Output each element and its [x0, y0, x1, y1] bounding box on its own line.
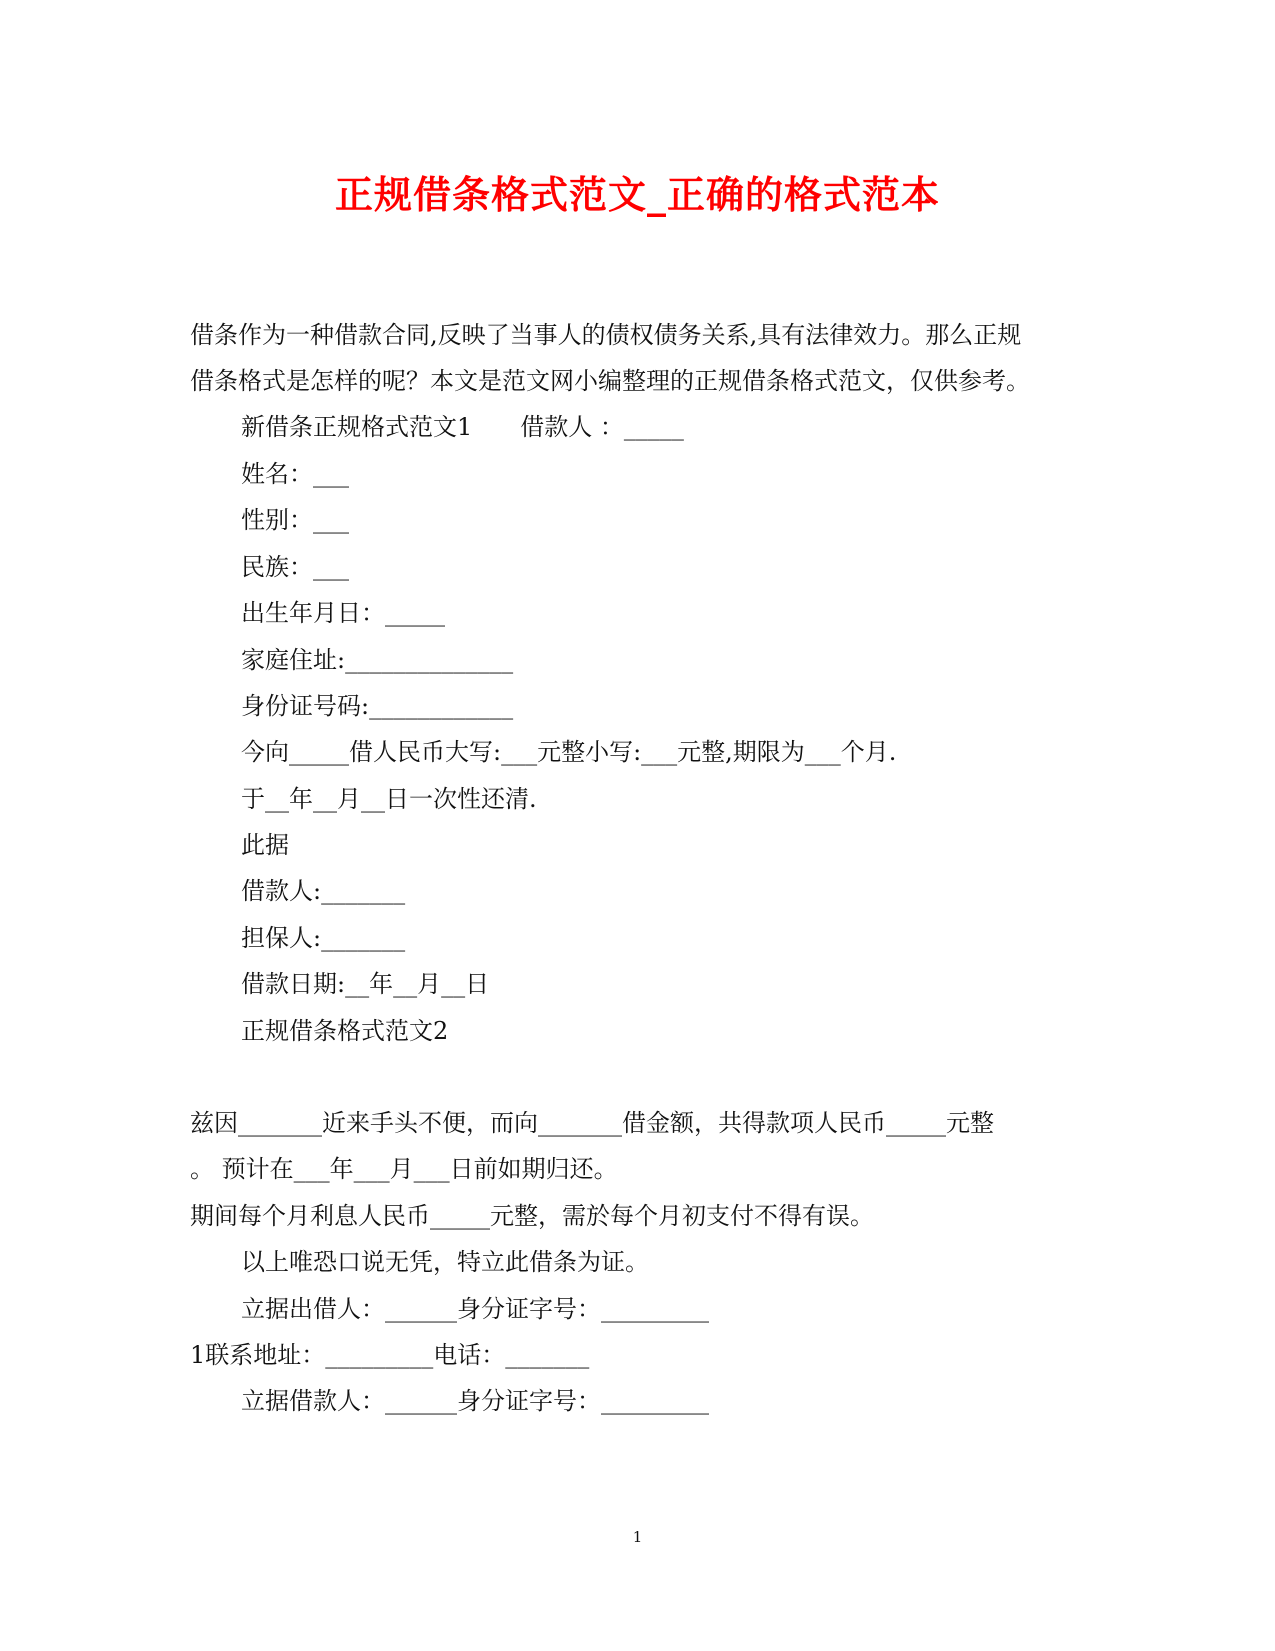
document-title: 正规借条格式范文_正确的格式范本 — [334, 172, 940, 217]
sample1-heading: 新借条正规格式范文1 借款人 ：_____ — [241, 413, 684, 441]
address-field: 家庭住址:______________ — [241, 646, 514, 674]
page-number: 1 — [632, 1528, 643, 1546]
id-number-field: 身份证号码:____________ — [241, 692, 514, 720]
lender-line: 立据出借人：______身分证字号：_________ — [241, 1295, 709, 1323]
sample2-para-line-1: 兹因_______近来手头不便，而向_______借金额，共得款项人民币_____元整 — [190, 1109, 994, 1137]
loan-statement: 今向_____借人民币大写:___元整小写:___元整,期限为___个月. — [241, 738, 897, 766]
evidence-text: 此据 — [241, 831, 289, 859]
interest-line: 期间每个月利息人民币_____元整，需於每个月初支付不得有误。 — [190, 1202, 874, 1230]
borrower-field: 借款人:_______ — [241, 877, 406, 905]
guarantor-field: 担保人:_______ — [241, 924, 406, 952]
gender-field: 性别：___ — [241, 506, 349, 534]
birthdate-field: 出生年月日：_____ — [241, 599, 445, 627]
loan-date-field: 借款日期:__年__月__日 — [241, 970, 490, 998]
name-field: 姓名：___ — [241, 460, 349, 488]
intro-line-2: 借条格式是怎样的呢？本文是范文网小编整理的正规借条格式范文，仅供参考。 — [190, 367, 1030, 395]
repay-statement: 于__年__月__日一次性还清. — [241, 785, 537, 813]
sample2-heading: 正规借条格式范文2 — [241, 1017, 449, 1045]
sample2-para-line-2: 。 预计在___年___月___日前如期归还。 — [190, 1155, 618, 1183]
borrower-signature-line: 立据借款人：______身分证字号：_________ — [241, 1387, 709, 1415]
ethnicity-field: 民族：___ — [241, 553, 349, 581]
proof-line: 以上唯恐口说无凭，特立此借条为证。 — [241, 1248, 649, 1276]
lender-contact-line: 1联系地址：_________电话：_______ — [190, 1341, 590, 1369]
intro-line-1: 借条作为一种借款合同,反映了当事人的债权债务关系,具有法律效力。那么正规 — [190, 321, 1022, 349]
